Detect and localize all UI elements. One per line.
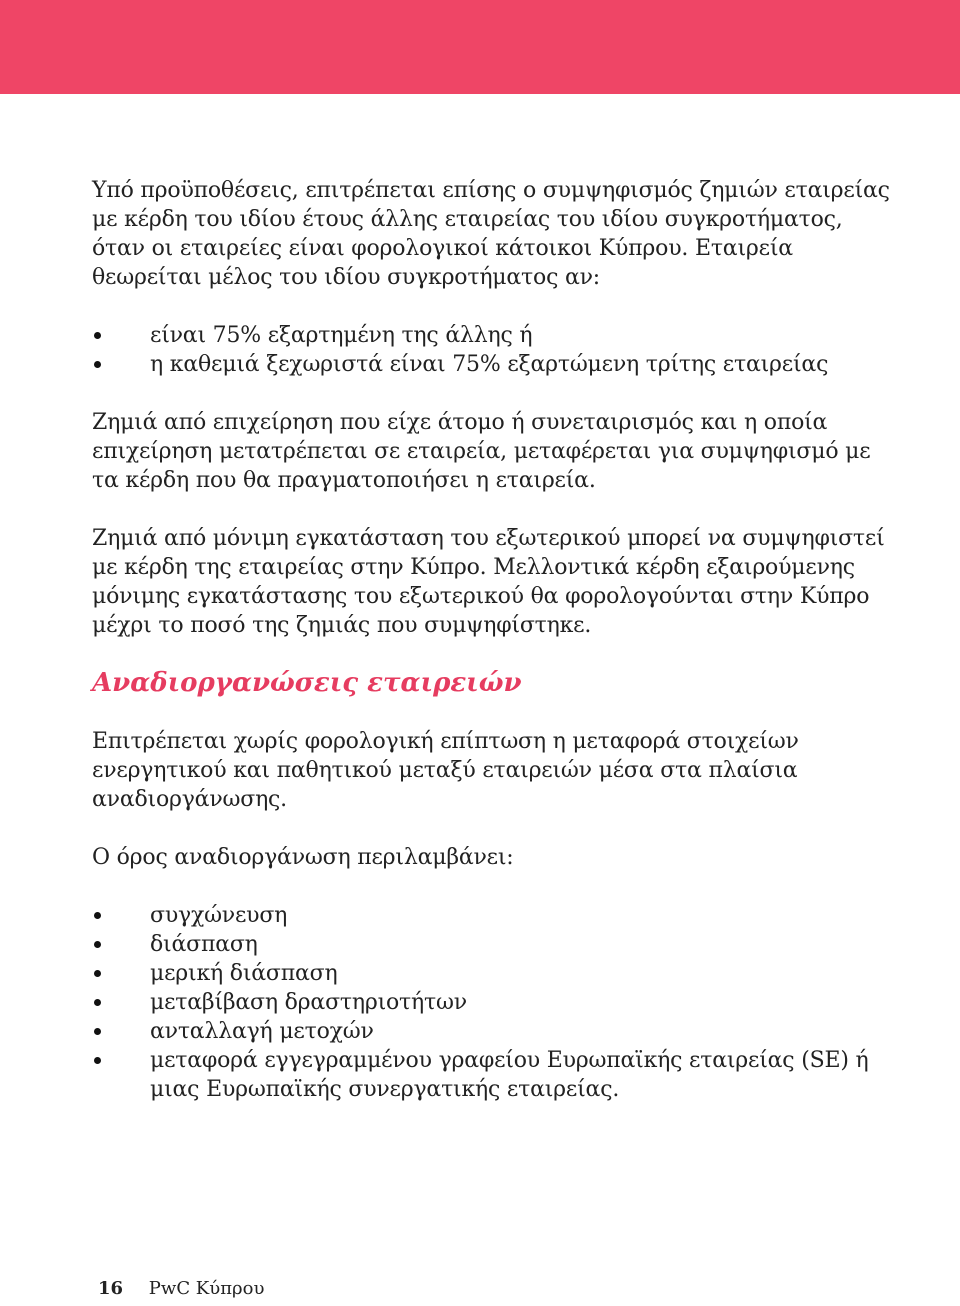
page-footer: [98, 1278, 264, 1300]
list-item: [92, 959, 892, 988]
page-number: 16: [98, 1278, 124, 1299]
bullet-icon: [94, 361, 101, 368]
paragraph-permanent-establishment: Ζημιά από μόνιμη εγκατάσταση του εξωτερικού μπορεί να συμψηφιστεί με κέρδη της εταιρείας στην Κύπρο. Μελλοντικά κέρδη εξαιρούμενης μόνιμης εγκατάστασης του εξωτερικού θα φορολογούνται στην Κύπρο μέχρι το ποσό της ζημιάς που συμψηφίστηκε.: [92, 526, 885, 638]
bullet-icon: [94, 332, 101, 339]
paragraph-group-loss-relief: Υπό προϋποθέσεις, επιτρέπεται επίσης ο συμψηφισμός ζημιών εταιρείας με κέρδη του ιδίου έτους άλλης εταιρείας του ιδίου συγκροτήματος, όταν οι εταιρείες είναι φορολογικοί κάτοικοι Κύπρου. Εταιρεία θεωρείται μέλος του ιδίου συγκροτήματος αν:: [92, 178, 890, 290]
paragraph-business-conversion: Ζημιά από επιχείρηση που είχε άτομο ή συνεταιρισμός και η οποία επιχείρηση μετατρέπεται σε εταιρεία, μεταφέρεται για συμψηφισμό με τα κέρδη που θα πραγματοποιήσει η εταιρεία.: [92, 410, 871, 493]
bullet-icon: [94, 999, 101, 1006]
list-item-text: ανταλλαγή μετοχών: [150, 1019, 374, 1044]
footer-label: PwC Κύπρου: [148, 1278, 265, 1299]
list-item-text: μεταφορά εγγεγραμμένου γραφείου Ευρωπαϊκής εταιρείας (SE) ή μιας Ευρωπαϊκής συνεργατικής εταιρείας.: [150, 1048, 869, 1102]
list-item: [92, 930, 892, 959]
header-band: [0, 0, 960, 94]
list-item: [92, 1046, 892, 1104]
list-item: [92, 1017, 892, 1046]
list-item-text: μερική διάσπαση: [150, 961, 338, 986]
bullet-icon: [94, 941, 101, 948]
paragraph-reorganisation-transfer: Επιτρέπεται χωρίς φορολογική επίπτωση η μεταφορά στοιχείων ενεργητικού και παθητικού μεταξύ εταιρειών μέσα στα πλαίσια αναδιοργάνωσης.: [92, 729, 799, 812]
list-item-text: διάσπαση: [150, 932, 258, 957]
bullet-list-group-membership: [92, 321, 892, 379]
paragraph-reorganisation-includes: Ο όρος αναδιοργάνωση περιλαμβάνει:: [92, 845, 514, 870]
list-item-text: μεταβίβαση δραστηριοτήτων: [150, 990, 467, 1015]
bullet-icon: [94, 1028, 101, 1035]
list-item-text: συγχώνευση: [150, 903, 288, 928]
page-content: [92, 176, 892, 1133]
list-item-text: είναι 75% εξαρτημένη της άλλης ή: [150, 323, 533, 348]
list-item: [92, 350, 892, 379]
bullet-icon: [94, 912, 101, 919]
list-item: [92, 321, 892, 350]
list-item: [92, 901, 892, 930]
bullet-list-reorganisation-types: [92, 901, 892, 1104]
bullet-icon: [94, 970, 101, 977]
list-item: [92, 988, 892, 1017]
section-heading-reorganisations: Αναδιοργανώσεις εταιρειών: [92, 668, 522, 698]
list-item-text: η καθεμιά ξεχωριστά είναι 75% εξαρτώμενη τρίτης εταιρείας: [150, 352, 829, 377]
bullet-icon: [94, 1057, 101, 1064]
